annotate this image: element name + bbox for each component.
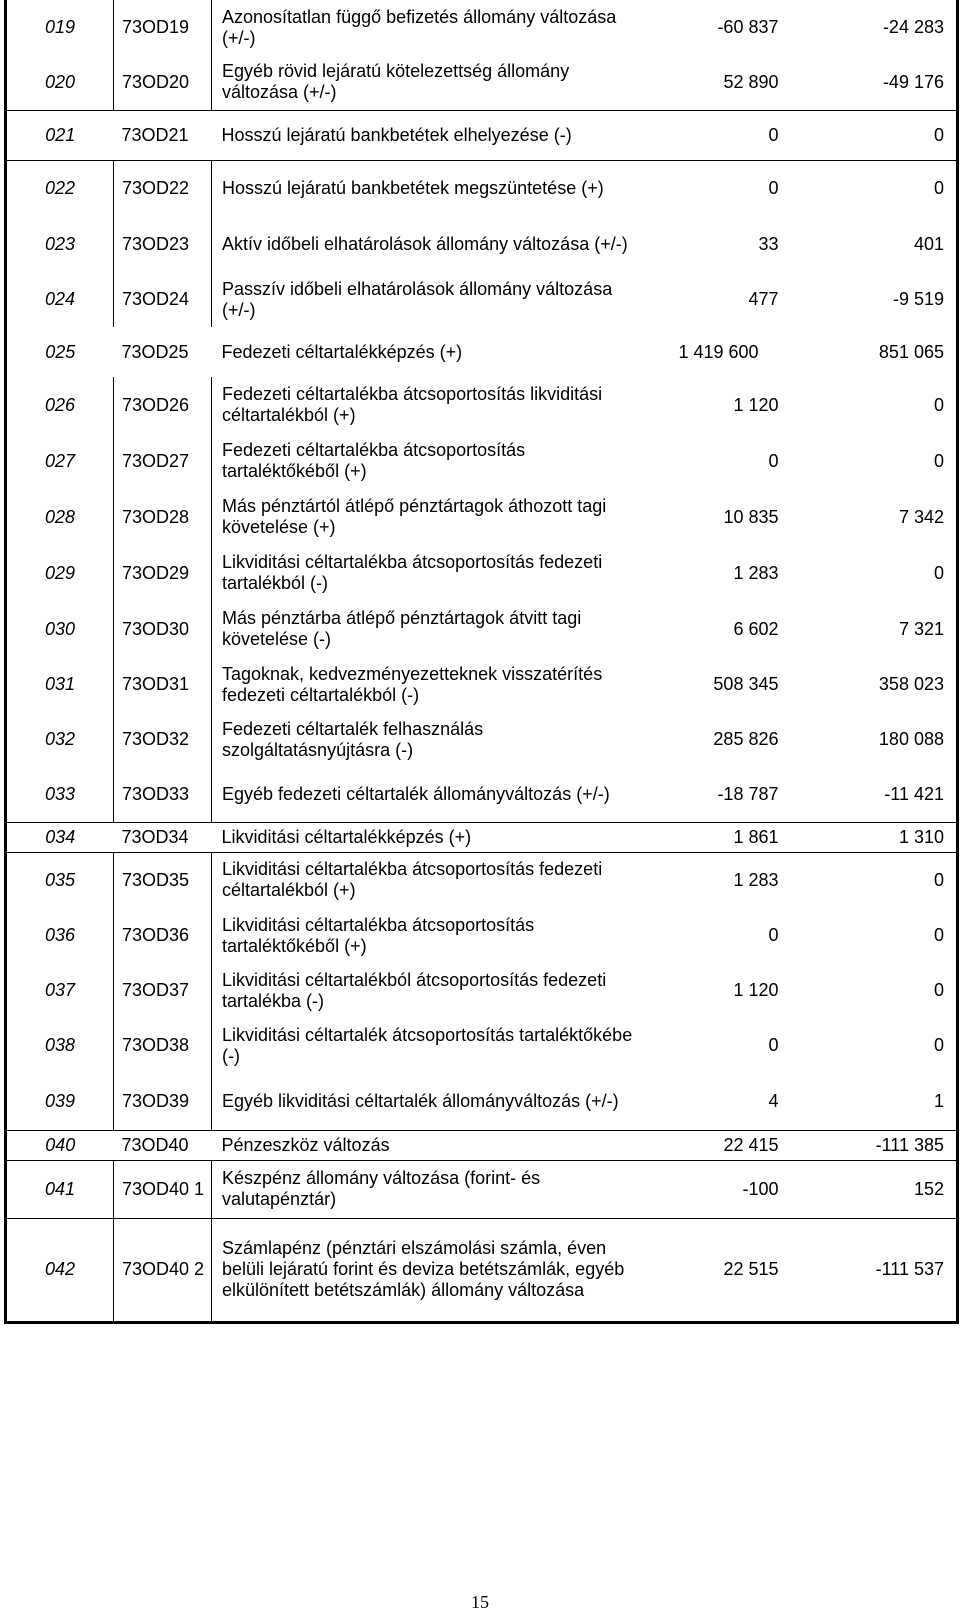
row-label: Likviditási céltartalékba átcsoportosítás fedezeti tartalékból (-) [212, 545, 653, 601]
row-label: Likviditási céltartalékba átcsoportosítás fedezeti céltartalékból (+) [212, 852, 653, 908]
row-number: 034 [6, 822, 114, 852]
table-row [6, 272, 958, 327]
row-label: Számlapénz (pénztári elszámolási számla, éven belüli lejáratú forint és deviza betétszámlák, egyéb elkülönített betétszámlák) állomány változása [212, 1218, 653, 1322]
row-number: 041 [6, 1160, 114, 1218]
row-label: Likviditási céltartalékképzés (+) [212, 822, 653, 852]
row-code: 73OD36 [114, 908, 212, 963]
row-number: 028 [44, 506, 76, 527]
row-label: Aktív időbeli elhatárolások állomány változása (+/-) [212, 217, 653, 272]
row-code: 73OD40 1 [114, 1160, 212, 1218]
table-row [6, 545, 958, 601]
table-row [6, 767, 958, 822]
current-year-value: 1 283 [733, 562, 779, 583]
current-year-value: 0 [768, 450, 779, 471]
row-label: Likviditási céltartalékba átcsoportosítás tartaléktőkéből (+) [212, 908, 653, 963]
row-number: 042 [6, 1218, 114, 1322]
row-number: 029 [44, 562, 76, 583]
previous-year-value: -111 385 [791, 1130, 958, 1160]
previous-year-value: 7 342 [898, 506, 944, 527]
row-number: 027 [44, 450, 76, 471]
row-label: Passzív időbeli elhatárolások állomány változása (+/-) [212, 272, 653, 327]
previous-year-value: 0 [791, 160, 958, 217]
current-year-value: 0 [768, 925, 779, 945]
table-row [6, 601, 958, 657]
current-year-value: 1 419 600 [678, 341, 759, 362]
row-number: 035 [6, 852, 114, 908]
row-number: 023 [44, 234, 76, 254]
row-number: 019 [44, 17, 76, 37]
table-row [6, 0, 958, 55]
current-year-value: 10 835 [723, 506, 779, 527]
row-code: 73OD19 [114, 0, 212, 55]
table-row [6, 433, 958, 489]
row-label: Fedezeti céltartalékba átcsoportosítás tartaléktőkéből (+) [212, 433, 653, 489]
table-row [6, 657, 958, 712]
row-code: 73OD32 [114, 712, 212, 767]
table-row [6, 1160, 958, 1218]
table-row [6, 1073, 958, 1130]
previous-year-value: -11 421 [884, 783, 944, 804]
row-code: 73OD35 [114, 852, 212, 908]
current-year-value: 285 826 [713, 729, 779, 749]
table-row [6, 908, 958, 963]
previous-year-value: -24 283 [882, 17, 944, 37]
table-row [6, 963, 958, 1018]
current-year-value: 1 283 [653, 852, 791, 908]
row-code: 73OD31 [114, 657, 212, 712]
cash-flow-table [4, 0, 959, 1324]
row-code: 73OD34 [114, 822, 212, 852]
row-label: Más pénztárba átlépő pénztártagok átvitt tagi követelése (-) [212, 601, 653, 657]
previous-year-value: 0 [933, 450, 944, 471]
row-number: 031 [44, 674, 76, 694]
previous-year-value: 0 [933, 980, 944, 1000]
table-row [6, 489, 958, 545]
current-year-value: 477 [748, 289, 779, 309]
row-code: 73OD22 [114, 160, 212, 217]
row-label: Hosszú lejáratú bankbetétek elhelyezése (-) [212, 110, 653, 160]
current-year-value: 22 515 [653, 1218, 791, 1322]
current-year-value: 6 602 [733, 618, 779, 639]
row-label: Hosszú lejáratú bankbetétek megszüntetése (+) [212, 160, 653, 217]
current-year-value: 0 [768, 1035, 779, 1055]
row-number: 020 [44, 71, 76, 92]
row-label: Likviditási céltartalék átcsoportosítás tartaléktőkébe (-) [212, 1018, 653, 1073]
table-body [6, 0, 958, 1322]
row-code: 73OD20 [114, 55, 212, 110]
table-row [6, 377, 958, 433]
previous-year-value: 152 [791, 1160, 958, 1218]
current-year-value: 0 [653, 110, 791, 160]
previous-year-value: 0 [933, 562, 944, 583]
document-sheet [4, 0, 956, 1324]
previous-year-value: -111 537 [791, 1218, 958, 1322]
current-year-value: 0 [653, 160, 791, 217]
table-row [6, 822, 958, 852]
current-year-value: 1 120 [733, 980, 779, 1000]
row-number: 040 [6, 1130, 114, 1160]
current-year-value: 4 [768, 1090, 779, 1111]
current-year-value: -18 787 [717, 783, 779, 804]
previous-year-value: 7 321 [898, 618, 944, 639]
table-row [6, 1130, 958, 1160]
previous-year-value: 0 [791, 110, 958, 160]
row-number: 022 [6, 160, 114, 217]
previous-year-value: 401 [913, 234, 944, 254]
current-year-value: 1 861 [653, 822, 791, 852]
previous-year-value: 1 310 [791, 822, 958, 852]
row-code: 73OD38 [114, 1018, 212, 1073]
previous-year-value: 1 [933, 1090, 944, 1111]
row-label: Egyéb fedezeti céltartalék állományváltozás (+/-) [212, 767, 653, 822]
row-label: Tagoknak, kedvezményezetteknek visszatérítés fedezeti céltartalékból (-) [212, 657, 653, 712]
row-number: 026 [44, 394, 76, 415]
previous-year-value: -9 519 [892, 289, 944, 309]
previous-year-value: 0 [791, 852, 958, 908]
table-row [6, 160, 958, 217]
row-code: 73OD40 2 [114, 1218, 212, 1322]
current-year-value: 52 890 [723, 71, 779, 92]
page-number: 15 [471, 1592, 489, 1612]
current-year-value: 1 120 [733, 394, 779, 415]
row-code: 73OD29 [114, 545, 212, 601]
row-label: Pénzeszköz változás [212, 1130, 653, 1160]
current-year-value: 22 415 [653, 1130, 791, 1160]
table-row [6, 110, 958, 160]
previous-year-value: 180 088 [878, 729, 944, 749]
table-row [6, 217, 958, 272]
row-code: 73OD33 [114, 767, 212, 822]
previous-year-value: 0 [933, 1035, 944, 1055]
row-number: 030 [44, 618, 76, 639]
row-number: 039 [44, 1090, 76, 1111]
row-code: 73OD24 [114, 272, 212, 327]
row-code: 73OD21 [114, 110, 212, 160]
table-row [6, 712, 958, 767]
row-code: 73OD30 [114, 601, 212, 657]
current-year-value: -100 [653, 1160, 791, 1218]
table-row [6, 327, 958, 377]
row-label: Egyéb likviditási céltartalék állományváltozás (+/-) [212, 1073, 653, 1130]
row-number: 025 [45, 341, 76, 362]
row-code: 73OD37 [114, 963, 212, 1018]
row-number: 037 [44, 980, 76, 1000]
row-code: 73OD40 [114, 1130, 212, 1160]
row-label: Más pénztártól átlépő pénztártagok áthozott tagi követelése (+) [212, 489, 653, 545]
row-number: 024 [44, 289, 76, 309]
table-row [6, 852, 958, 908]
row-number: 038 [44, 1035, 76, 1055]
row-label: Készpénz állomány változása (forint- és valutapénztár) [212, 1160, 653, 1218]
row-code: 73OD26 [114, 377, 212, 433]
row-number: 021 [6, 110, 114, 160]
current-year-value: 33 [758, 234, 779, 254]
previous-year-value: 0 [933, 925, 944, 945]
previous-year-value: 0 [933, 394, 944, 415]
previous-year-value: 851 065 [878, 341, 944, 362]
row-code: 73OD39 [114, 1073, 212, 1130]
row-code: 73OD27 [114, 433, 212, 489]
row-label: Azonosítatlan függő befizetés állomány változása (+/-) [212, 0, 653, 55]
row-code: 73OD23 [114, 217, 212, 272]
table-row [6, 1218, 958, 1322]
row-label: Likviditási céltartalékból átcsoportosítás fedezeti tartalékba (-) [212, 963, 653, 1018]
row-number: 033 [44, 783, 76, 804]
previous-year-value: -49 176 [882, 71, 944, 92]
row-label: Fedezeti céltartalékba átcsoportosítás likviditási céltartalékból (+) [212, 377, 653, 433]
table-row [6, 1018, 958, 1073]
row-label: Fedezeti céltartalék felhasználás szolgáltatásnyújtásra (-) [212, 712, 653, 767]
current-year-value: -60 837 [717, 17, 779, 37]
row-code: 73OD28 [114, 489, 212, 545]
row-code: 73OD25 [121, 341, 189, 362]
row-label: Egyéb rövid lejáratú kötelezettség állomány változása (+/-) [212, 55, 653, 110]
table-row [6, 55, 958, 110]
row-number: 032 [44, 729, 76, 749]
previous-year-value: 358 023 [878, 674, 944, 694]
current-year-value: 508 345 [713, 674, 779, 694]
row-number: 036 [44, 925, 76, 945]
row-label: Fedezeti céltartalékképzés (+) [221, 341, 463, 362]
